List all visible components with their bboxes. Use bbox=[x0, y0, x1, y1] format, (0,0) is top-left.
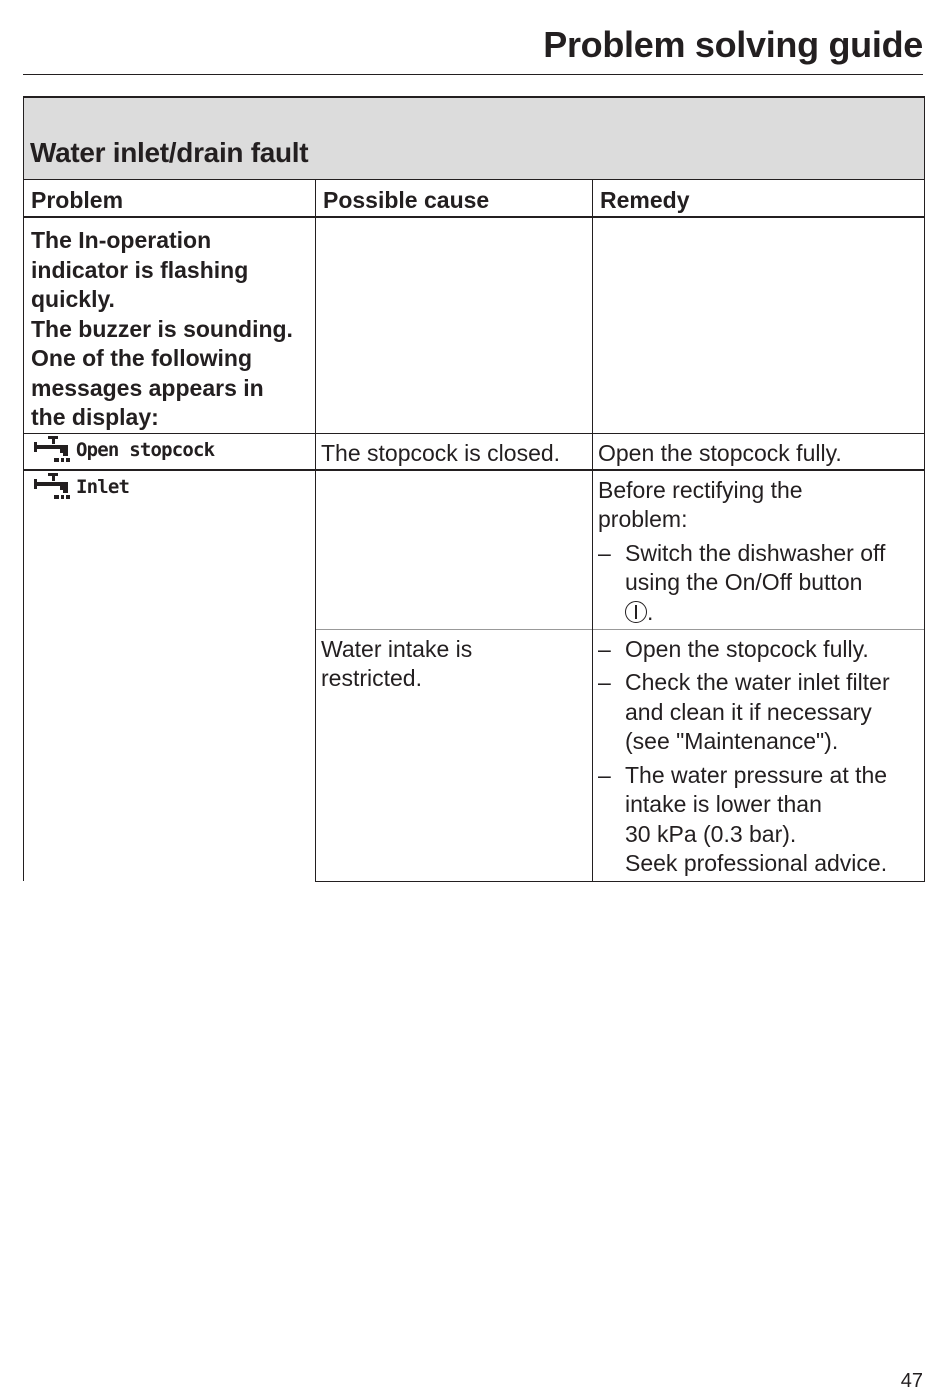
remedy-line: The water pressure at the bbox=[625, 761, 888, 788]
intro-line: the display: bbox=[31, 404, 159, 430]
remedy-bullet bbox=[598, 668, 918, 757]
column-header-problem: Problem bbox=[24, 180, 316, 218]
page-title: Problem solving guide bbox=[543, 24, 923, 65]
bullet-dash: – bbox=[598, 635, 611, 662]
column-header-row bbox=[24, 180, 925, 218]
cause-text: The stopcock is closed. bbox=[321, 439, 561, 466]
title-divider bbox=[23, 74, 923, 75]
display-message-open-stopcock bbox=[24, 434, 315, 464]
remedy-line: Switch the dishwasher off bbox=[625, 539, 886, 566]
tap-icon bbox=[34, 436, 72, 464]
remedy-text: Open the stopcock fully. bbox=[598, 439, 842, 466]
intro-line: indicator is flashing bbox=[31, 256, 249, 283]
remedy-line: using the On/Off button bbox=[625, 569, 863, 595]
intro-line: quickly. bbox=[31, 286, 115, 312]
cause-text bbox=[316, 630, 592, 694]
remedy-line: intake is lower than bbox=[625, 791, 822, 817]
column-header-remedy: Remedy bbox=[593, 180, 925, 218]
cause-line: restricted. bbox=[321, 665, 422, 691]
cause-line: Water intake is bbox=[321, 635, 473, 662]
bullet-dash: – bbox=[598, 539, 611, 566]
problem-table bbox=[23, 96, 925, 882]
remedy-line: 30 kPa (0.3 bar). bbox=[625, 820, 797, 847]
bullet-dash: – bbox=[598, 669, 611, 695]
intro-line: messages appears in bbox=[31, 374, 264, 401]
remedy-line: (see "Maintenance"). bbox=[625, 728, 839, 754]
remedy-bullet bbox=[598, 539, 918, 628]
intro-line: One of the following bbox=[31, 345, 253, 371]
remedy-line: Open the stopcock fully. bbox=[625, 635, 869, 662]
tap-icon bbox=[34, 473, 72, 501]
section-header-row bbox=[24, 97, 925, 180]
problem-intro bbox=[24, 218, 315, 433]
intro-line: The In-operation bbox=[31, 227, 212, 253]
remedy-line: Check the water inlet filter bbox=[625, 669, 890, 695]
section-title: Water inlet/drain fault bbox=[30, 137, 309, 168]
intro-line: The buzzer is sounding. bbox=[31, 315, 293, 342]
period: . bbox=[647, 598, 654, 625]
table-row bbox=[24, 433, 925, 470]
bullet-dash: – bbox=[598, 761, 611, 788]
display-text: Open stopcock bbox=[76, 438, 215, 461]
remedy-line: and clean it if necessary bbox=[625, 698, 872, 725]
column-header-cause: Possible cause bbox=[316, 180, 593, 218]
remedy-text bbox=[593, 471, 924, 628]
remedy-text bbox=[593, 630, 924, 881]
page-number: 47 bbox=[900, 1370, 923, 1392]
remedy-line: Seek professional advice. bbox=[625, 850, 888, 876]
display-text: Inlet bbox=[76, 475, 130, 498]
display-message-inlet bbox=[24, 471, 315, 501]
remedy-line: Before rectifying the bbox=[598, 476, 803, 503]
remedy-bullet bbox=[598, 761, 918, 879]
remedy-line: problem: bbox=[598, 506, 688, 532]
on-off-button-icon bbox=[625, 601, 647, 623]
table-row bbox=[24, 217, 925, 433]
remedy-bullet bbox=[598, 635, 918, 665]
table-row bbox=[24, 470, 925, 630]
